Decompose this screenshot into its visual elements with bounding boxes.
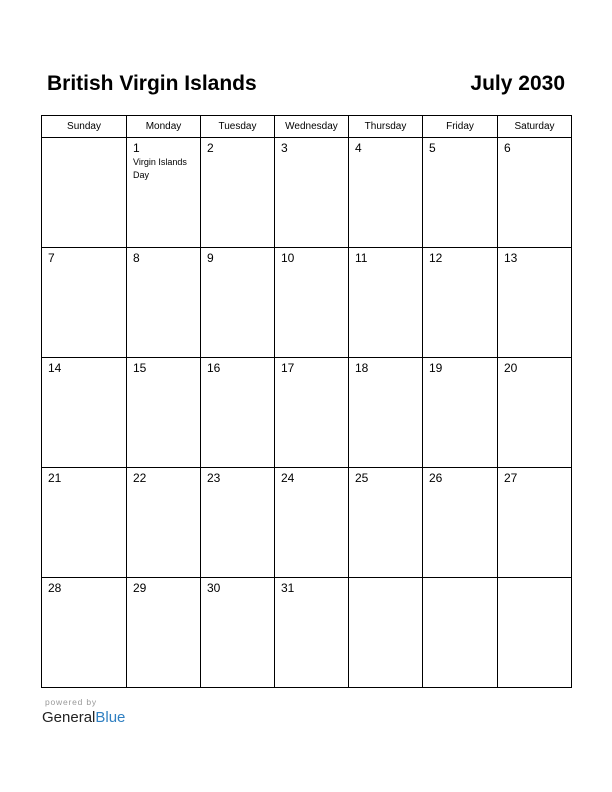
weekday-header-friday: Friday — [423, 116, 498, 138]
logo-text-general: General — [42, 709, 96, 726]
day-number: 21 — [48, 471, 62, 485]
week-row — [42, 468, 572, 578]
day-number: 3 — [281, 141, 288, 155]
day-number: 28 — [48, 581, 62, 595]
day-number: 4 — [355, 141, 362, 155]
day-number: 18 — [355, 361, 369, 375]
day-cell — [201, 248, 275, 358]
day-cell — [201, 138, 275, 248]
day-cell — [423, 358, 498, 468]
day-number: 14 — [48, 361, 62, 375]
day-cell — [201, 358, 275, 468]
day-cell — [498, 468, 572, 578]
weekday-header-tuesday: Tuesday — [201, 116, 275, 138]
day-cell — [127, 468, 201, 578]
week-row — [42, 358, 572, 468]
weekday-header-wednesday: Wednesday — [275, 116, 349, 138]
generalblue-logo[interactable] — [42, 709, 125, 727]
powered-by-text: powered by — [45, 697, 97, 707]
day-cell — [42, 138, 127, 248]
holiday-label: Virgin Islands Day — [133, 157, 187, 180]
day-number: 2 — [207, 141, 214, 155]
day-cell — [275, 248, 349, 358]
day-number: 23 — [207, 471, 221, 485]
day-cell — [423, 138, 498, 248]
day-cell — [42, 468, 127, 578]
day-number: 1 — [133, 141, 140, 155]
day-number: 30 — [207, 581, 221, 595]
day-cell — [498, 138, 572, 248]
day-cell — [127, 578, 201, 688]
weekday-header-row — [42, 116, 572, 138]
day-number: 13 — [504, 251, 518, 265]
day-cell — [275, 578, 349, 688]
day-cell — [498, 248, 572, 358]
day-number: 17 — [281, 361, 295, 375]
calendar-grid — [41, 115, 572, 688]
logo-text-blue: Blue — [95, 709, 126, 726]
calendar-country-title: British Virgin Islands — [47, 72, 257, 95]
weekday-header-saturday: Saturday — [498, 116, 572, 138]
day-number: 8 — [133, 251, 140, 265]
day-number: 6 — [504, 141, 511, 155]
week-row — [42, 248, 572, 358]
day-cell — [201, 468, 275, 578]
day-cell — [127, 358, 201, 468]
day-cell — [42, 248, 127, 358]
day-cell — [127, 138, 201, 248]
day-cell — [498, 578, 572, 688]
day-cell — [127, 248, 201, 358]
weekday-header-thursday: Thursday — [349, 116, 423, 138]
weekday-header-sunday: Sunday — [42, 116, 127, 138]
day-number: 7 — [48, 251, 55, 265]
day-number: 27 — [504, 471, 518, 485]
day-cell — [423, 578, 498, 688]
day-number: 15 — [133, 361, 147, 375]
day-cell — [423, 468, 498, 578]
day-number: 19 — [429, 361, 443, 375]
day-number: 12 — [429, 251, 443, 265]
day-number: 10 — [281, 251, 295, 265]
day-cell — [42, 578, 127, 688]
day-cell — [349, 578, 423, 688]
week-row — [42, 138, 572, 248]
generalblue-branding[interactable] — [42, 697, 125, 727]
day-cell — [349, 248, 423, 358]
day-cell — [201, 578, 275, 688]
day-cell — [349, 358, 423, 468]
day-number: 11 — [355, 251, 368, 265]
week-row — [42, 578, 572, 688]
day-number: 5 — [429, 141, 436, 155]
day-cell — [423, 248, 498, 358]
day-number: 22 — [133, 471, 147, 485]
day-number: 9 — [207, 251, 214, 265]
day-cell — [275, 358, 349, 468]
day-cell — [42, 358, 127, 468]
day-number: 20 — [504, 361, 518, 375]
day-cell — [349, 468, 423, 578]
day-number: 31 — [281, 581, 295, 595]
day-number: 16 — [207, 361, 221, 375]
day-number: 24 — [281, 471, 295, 485]
day-number: 25 — [355, 471, 369, 485]
day-cell — [275, 468, 349, 578]
calendar-month-title: July 2030 — [470, 72, 565, 95]
day-number: 29 — [133, 581, 147, 595]
day-number: 26 — [429, 471, 443, 485]
day-cell — [498, 358, 572, 468]
weekday-header-monday: Monday — [127, 116, 201, 138]
day-cell — [349, 138, 423, 248]
day-cell — [275, 138, 349, 248]
